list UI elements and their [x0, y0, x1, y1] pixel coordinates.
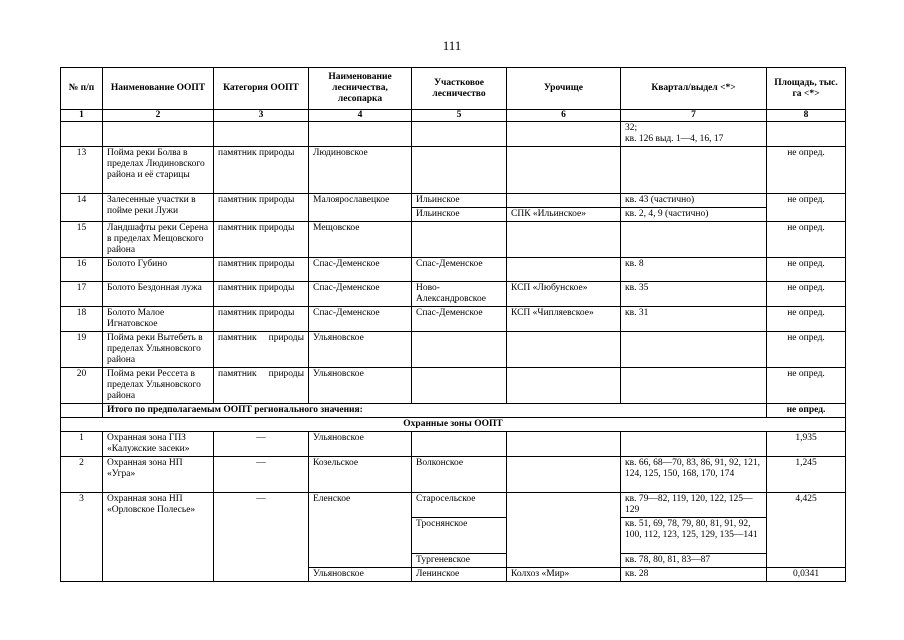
cell-kvartal: кв. 51, 69, 78, 79, 80, 81, 91, 92, 100, 112, 123, 125, 129, 135—141 — [621, 518, 767, 554]
cell-area: 4,425 — [767, 493, 846, 568]
cell-urochishe — [507, 493, 621, 568]
column-number: 3 — [214, 110, 309, 122]
header-lesnichestvo: Наименование лесничества, лесопарка — [309, 68, 412, 110]
cell-lesnichestvo: Спас-Деменское — [309, 307, 412, 332]
cell-name: Охранная зона ГПЗ «Калужские засеки» — [103, 432, 214, 457]
cell-uchastok: Троснянское — [412, 518, 507, 554]
total-row — [61, 404, 846, 418]
cell-uchastok: Спас-Деменское — [412, 258, 507, 282]
section-title: Охранные зоны ООПТ — [61, 418, 846, 432]
table-row — [61, 258, 846, 282]
cell-lesnichestvo: Людиновское — [309, 147, 412, 194]
total-area: не опред. — [767, 404, 846, 418]
cell-lesnichestvo: Ульяновское — [309, 432, 412, 457]
cell-area: не опред. — [767, 258, 846, 282]
table-row-continuation — [61, 122, 846, 147]
column-number: 5 — [412, 110, 507, 122]
column-number: 2 — [103, 110, 214, 122]
cell-uchastok: Тургеневское — [412, 554, 507, 568]
total-label: Итого по предполагаемым ООПТ регионального значения: — [103, 404, 767, 418]
cell-lesnichestvo: Ульяновское — [309, 568, 412, 582]
cell-lesnichestvo: Козельское — [309, 457, 412, 493]
cell-kvartal — [621, 147, 767, 194]
cell-area: не опред. — [767, 332, 846, 368]
column-number: 7 — [621, 110, 767, 122]
cell-name: Охранная зона НП «Угра» — [103, 457, 214, 493]
header-category: Категория ООПТ — [214, 68, 309, 110]
cell-kvartal: 32; кв. 126 выд. 1—4, 16, 17 — [621, 122, 767, 147]
cell-num: 20 — [61, 368, 103, 404]
cell-num: 18 — [61, 307, 103, 332]
section-row — [61, 418, 846, 432]
column-number-row — [61, 110, 846, 122]
cell-category: памятник природы — [214, 258, 309, 282]
cell-name: Ландшафты реки Серена в пределах Мещовского района — [103, 222, 214, 258]
cell-area: не опред. — [767, 222, 846, 258]
cell-num: 2 — [61, 457, 103, 493]
header-urochishe: Урочище — [507, 68, 621, 110]
cell-name: Пойма реки Рессета в пределах Ульяновского района — [103, 368, 214, 404]
cell-name: Охранная зона НП «Орловское Полесье» — [103, 493, 214, 582]
cell-uchastok: Ленинское — [412, 568, 507, 582]
cell-category: памятник природы — [214, 368, 309, 404]
cell-urochishe — [507, 222, 621, 258]
header-num: № п/п — [61, 68, 103, 110]
cell-urochishe — [507, 258, 621, 282]
header-area: Площадь, тыс. га <*> — [767, 68, 846, 110]
cell-num: 1 — [61, 432, 103, 457]
cell-uchastok: Ново-Александровское — [412, 282, 507, 307]
cell-kvartal: кв. 78, 80, 81, 83—87 — [621, 554, 767, 568]
cell-name: Болото Бездонная лужа — [103, 282, 214, 307]
cell-category: памятник природы — [214, 307, 309, 332]
cell-name: Залесенные участки в пойме реки Лужи — [103, 194, 214, 222]
table-row — [61, 493, 846, 518]
cell-num: 14 — [61, 194, 103, 222]
cell-lesnichestvo: Спас-Деменское — [309, 282, 412, 307]
oopt-table — [60, 67, 846, 582]
cell-name: Болото Губино — [103, 258, 214, 282]
cell-name: Пойма реки Вытебеть в пределах Ульяновского района — [103, 332, 214, 368]
cell-num: 17 — [61, 282, 103, 307]
cell-uchastok — [412, 432, 507, 457]
cell-name: Болото Малое Игнатовское — [103, 307, 214, 332]
cell-urochishe — [507, 332, 621, 368]
cell-lesnichestvo: Спас-Деменское — [309, 258, 412, 282]
table-row — [61, 282, 846, 307]
cell-kvartal — [621, 368, 767, 404]
cell-area: не опред. — [767, 147, 846, 194]
cell-uchastok — [412, 368, 507, 404]
cell-uchastok: Старосельское — [412, 493, 507, 518]
cell-num: 15 — [61, 222, 103, 258]
cell-lesnichestvo: Еленское — [309, 493, 412, 568]
table-row — [61, 194, 846, 208]
table-row — [61, 147, 846, 194]
cell-category: памятник природы — [214, 282, 309, 307]
column-number: 6 — [507, 110, 621, 122]
cell-urochishe: СПК «Ильинское» — [507, 208, 621, 222]
table-row — [61, 332, 846, 368]
cell-urochishe — [507, 368, 621, 404]
cell-kvartal: кв. 31 — [621, 307, 767, 332]
cell-lesnichestvo: Ульяновское — [309, 332, 412, 368]
cell-urochishe — [507, 457, 621, 493]
cell-category: памятник природы — [214, 147, 309, 194]
cell-kvartal: кв. 35 — [621, 282, 767, 307]
cell-uchastok: Волконское — [412, 457, 507, 493]
cell-urochishe — [507, 194, 621, 208]
header-uchastok: Участковое лесничество — [412, 68, 507, 110]
header-kvartal: Квартал/выдел <*> — [621, 68, 767, 110]
table-row — [61, 307, 846, 332]
cell-num: 16 — [61, 258, 103, 282]
cell-area: 0,0341 — [767, 568, 846, 582]
cell-urochishe: КСП «Любунское» — [507, 282, 621, 307]
cell-category: памятник природы — [214, 222, 309, 258]
cell-num: 19 — [61, 332, 103, 368]
page-number: 111 — [442, 38, 462, 53]
cell-kvartal: кв. 8 — [621, 258, 767, 282]
column-number: 8 — [767, 110, 846, 122]
cell-lesnichestvo: Ульяновское — [309, 368, 412, 404]
cell-uchastok — [412, 332, 507, 368]
cell-kvartal: кв. 79—82, 119, 120, 122, 125—129 — [621, 493, 767, 518]
cell-kvartal — [621, 332, 767, 368]
cell-num: 13 — [61, 147, 103, 194]
cell-kvartal: кв. 43 (частично) — [621, 194, 767, 208]
cell-category: памятник природы — [214, 332, 309, 368]
column-number: 1 — [61, 110, 103, 122]
cell-kvartal: кв. 2, 4, 9 (частично) — [621, 208, 767, 222]
cell-category: памятник природы — [214, 194, 309, 222]
cell-uchastok: Ильинское — [412, 208, 507, 222]
cell-urochishe — [507, 147, 621, 194]
cell-area: 1,245 — [767, 457, 846, 493]
cell-area: не опред. — [767, 307, 846, 332]
table-row — [61, 222, 846, 258]
cell-uchastok: Спас-Деменское — [412, 307, 507, 332]
cell-urochishe: Колхоз «Мир» — [507, 568, 621, 582]
cell-area: 1,935 — [767, 432, 846, 457]
cell-kvartal — [621, 432, 767, 457]
header-row — [61, 68, 846, 110]
header-name: Наименование ООПТ — [103, 68, 214, 110]
cell-uchastok — [412, 147, 507, 194]
table-row — [61, 368, 846, 404]
cell-lesnichestvo: Малоярославецкое — [309, 194, 412, 222]
column-number: 4 — [309, 110, 412, 122]
table-row — [61, 432, 846, 457]
cell-area: не опред. — [767, 368, 846, 404]
cell-area: не опред. — [767, 194, 846, 222]
cell-urochishe: КСП «Чипляевское» — [507, 307, 621, 332]
cell-area: не опред. — [767, 282, 846, 307]
cell-uchastok: Ильинское — [412, 194, 507, 208]
cell-num: 3 — [61, 493, 103, 582]
cell-kvartal — [621, 222, 767, 258]
cell-category: — — [214, 493, 309, 582]
cell-urochishe — [507, 432, 621, 457]
table-row — [61, 457, 846, 493]
cell-lesnichestvo: Мещовское — [309, 222, 412, 258]
cell-kvartal: кв. 66, 68—70, 83, 86, 91, 92, 121, 124, 125, 150, 168, 170, 174 — [621, 457, 767, 493]
cell-kvartal: кв. 28 — [621, 568, 767, 582]
cell-category: — — [214, 457, 309, 493]
cell-uchastok — [412, 222, 507, 258]
cell-name: Пойма реки Болва в пределах Людиновского района и её старицы — [103, 147, 214, 194]
cell-category: — — [214, 432, 309, 457]
